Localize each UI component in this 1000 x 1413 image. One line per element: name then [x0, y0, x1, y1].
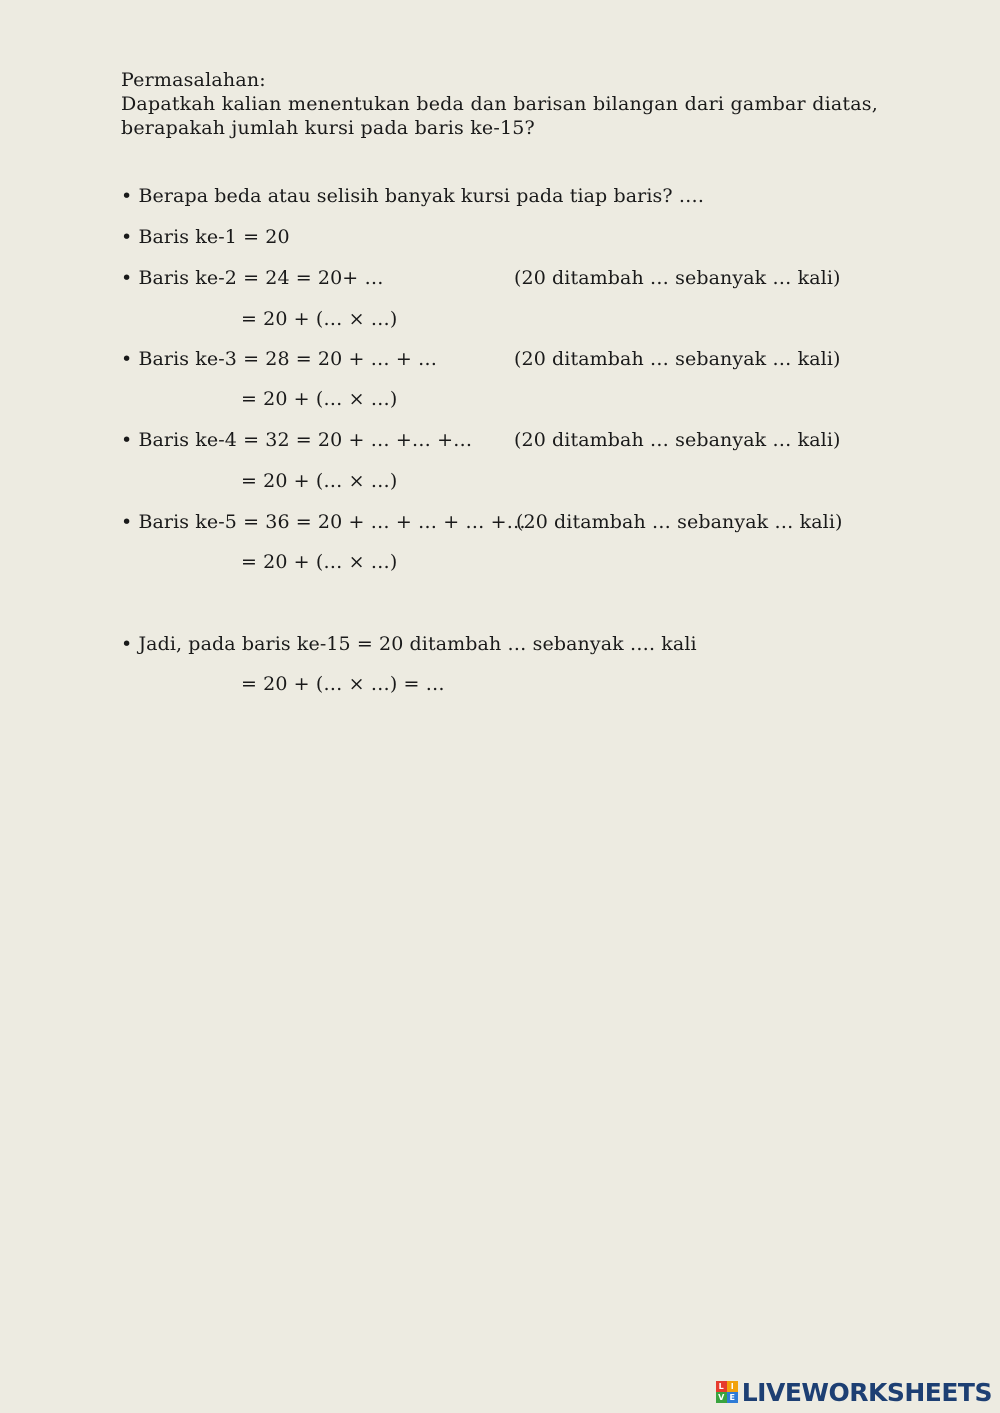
- row-5-note: (20 ditambah … sebanyak … kali): [516, 511, 843, 533]
- row-5-main: • Baris ke-5 = 36 = 20 + … + … + … +…: [121, 511, 526, 533]
- liveworksheets-logo[interactable]: [716, 1379, 992, 1405]
- question-beda: • Berapa beda atau selisih banyak kursi pada tiap baris? ….: [121, 185, 705, 207]
- badge-letter: E: [727, 1392, 738, 1403]
- row-2-note: (20 ditambah … sebanyak … kali): [514, 267, 841, 289]
- problem-heading: Permasalahan:: [121, 69, 266, 91]
- conclusion-main: • Jadi, pada baris ke-15 = 20 ditambah … sebanyak …. kali: [121, 633, 697, 655]
- row-4-main: • Baris ke-4 = 32 = 20 + … +… +…: [121, 429, 473, 451]
- problem-text: Dapatkah kalian menentukan beda dan barisan bilangan dari gambar diatas, berapakah jumlah kursi pada baris ke-15?: [121, 93, 878, 139]
- row-4-note: (20 ditambah … sebanyak … kali): [514, 429, 841, 451]
- row-2-main: • Baris ke-2 = 24 = 20+ …: [121, 267, 384, 289]
- row-3-main: • Baris ke-3 = 28 = 20 + … + …: [121, 348, 438, 370]
- badge-letter: I: [727, 1381, 738, 1392]
- badge-letter: V: [716, 1392, 727, 1403]
- logo-text: LIVEWORKSHEETS: [741, 1377, 992, 1407]
- row-3-sub: = 20 + (… × …): [241, 388, 398, 410]
- badge-letter: L: [716, 1381, 727, 1392]
- conclusion-sub: = 20 + (… × …) = …: [241, 673, 445, 695]
- row-1-main: • Baris ke-1 = 20: [121, 226, 290, 248]
- row-4-sub: = 20 + (… × …): [241, 470, 398, 492]
- row-3-note: (20 ditambah … sebanyak … kali): [514, 348, 841, 370]
- live-badge-icon: [716, 1381, 738, 1403]
- row-2-sub: = 20 + (… × …): [241, 308, 398, 330]
- row-5-sub: = 20 + (… × …): [241, 551, 398, 573]
